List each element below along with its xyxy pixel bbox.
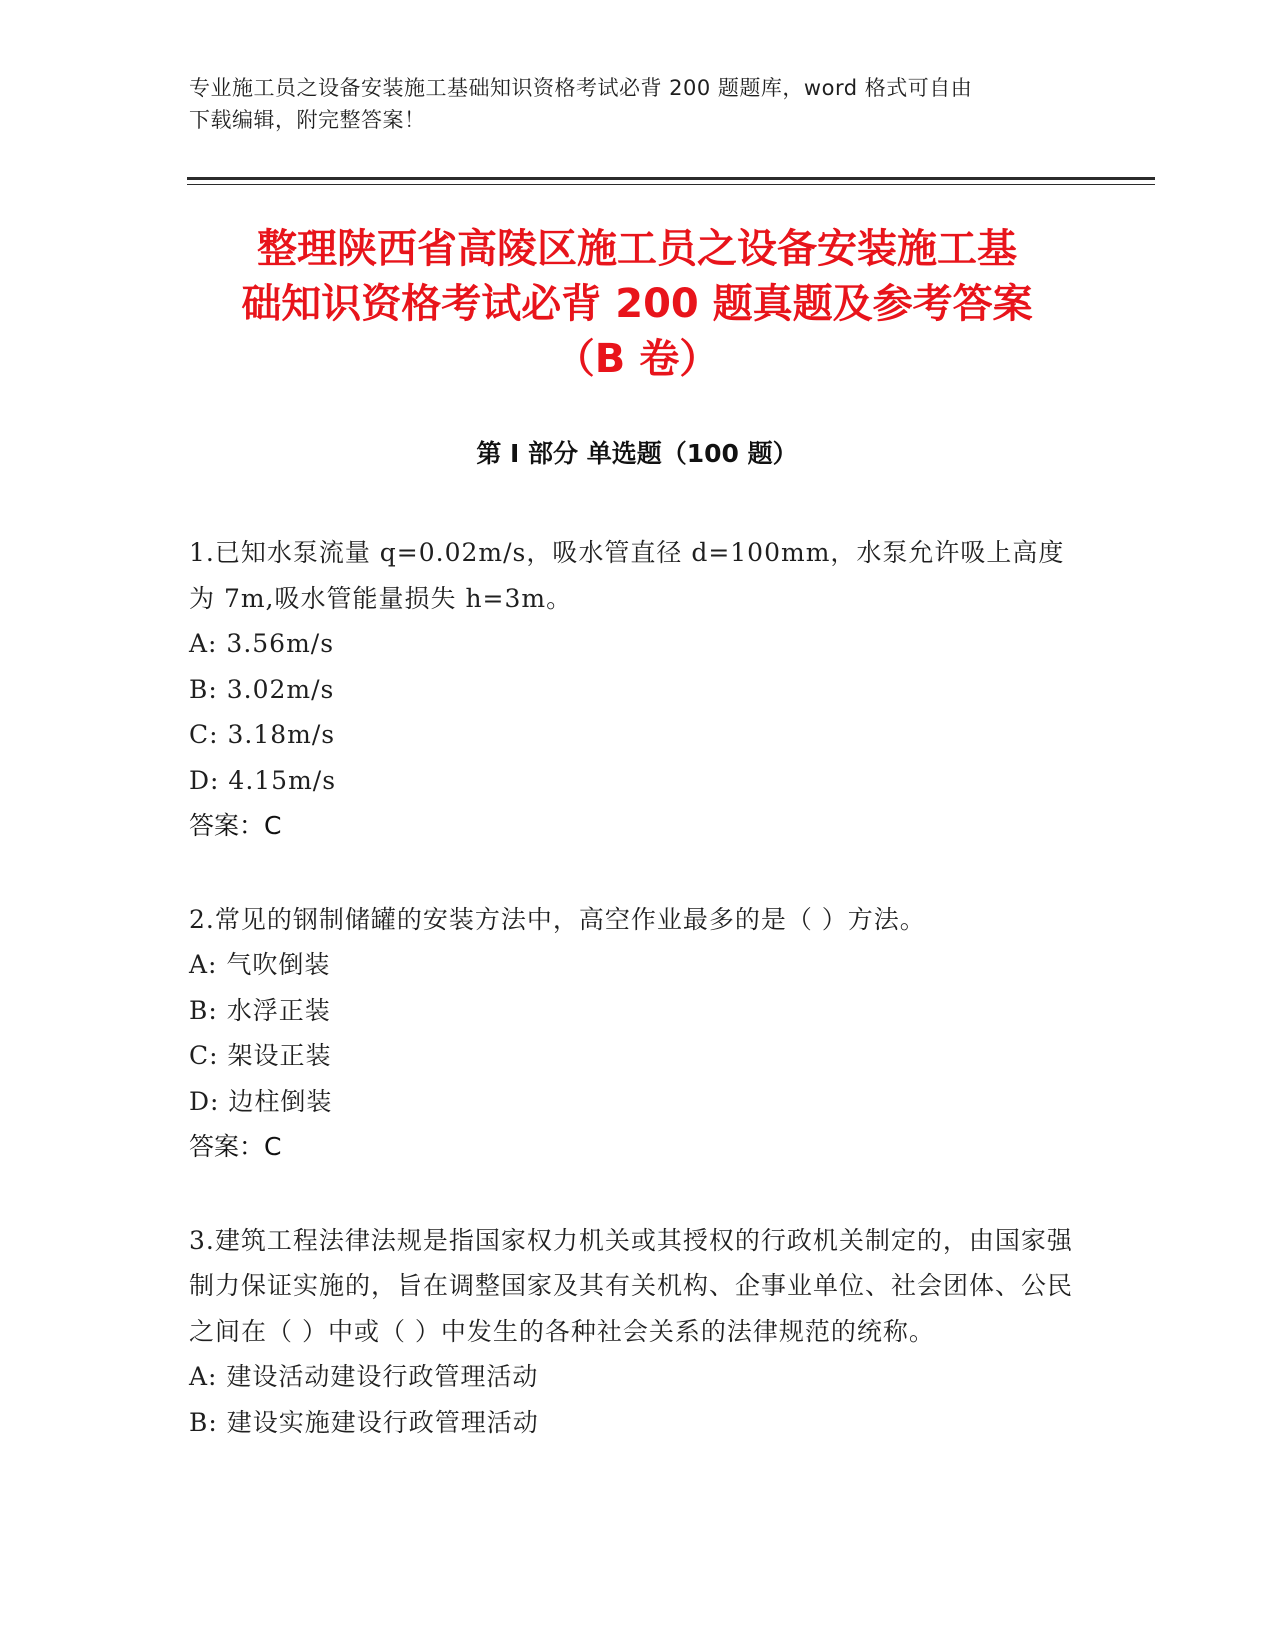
question-stem: 3.建筑工程法律法规是指国家权力机关或其授权的行政机关制定的，由国家强制力保证实施的，旨在调整国家及其有关机构、企事业单位、社会团体、公民之间在（ ）中或（ ）中发生的各种社会关系的法律规范的统称。 <box>189 1225 1074 1346</box>
option-b: B: 建设实施建设行政管理活动 <box>189 1407 539 1437</box>
header-note-line-1: 专业施工员之设备安装施工基础知识资格考试必背 200 题题库，word 格式可自由 <box>189 76 973 100</box>
option-a: A: 气吹倒装 <box>189 950 331 979</box>
question-1 <box>189 530 1079 849</box>
answer-line: 答案：C <box>189 811 282 840</box>
option-d: D: 边柱倒装 <box>189 1086 333 1116</box>
header-note-line-2: 下载编辑，附完整答案！ <box>189 108 426 132</box>
header-note <box>189 72 1069 136</box>
option-b: B: 水浮正装 <box>189 995 331 1025</box>
section-heading: 第 I 部分 单选题（100 题） <box>476 439 798 468</box>
document-title-line-1: 整理陕西省高陵区施工员之设备安装施工基 <box>257 226 1017 272</box>
document-title-line-2: 础知识资格考试必背 200 题真题及参考答案 <box>241 281 1033 327</box>
question-2 <box>189 897 1079 1170</box>
option-a: A: 3.56m/s <box>189 629 335 658</box>
option-c: C: 架设正装 <box>189 1041 332 1070</box>
header-divider-thick <box>187 177 1155 180</box>
question-stem: 2.常见的钢制储罐的安装方法中，高空作业最多的是（ ）方法。 <box>189 904 926 934</box>
option-a: A: 建设活动建设行政管理活动 <box>189 1362 539 1391</box>
document-title <box>187 222 1087 387</box>
option-c: C: 3.18m/s <box>189 720 336 749</box>
document-title-line-3: （B 卷） <box>554 336 720 382</box>
header-divider-thin <box>187 184 1155 185</box>
option-b: B: 3.02m/s <box>189 674 335 704</box>
question-stem: 1.已知水泵流量 q=0.02m/s，吸水管直径 d=100mm，水泵允许吸上高度为 7m,吸水管能量损失 h=3m。 <box>189 538 1065 613</box>
option-d: D: 4.15m/s <box>189 765 337 795</box>
question-3 <box>189 1218 1079 1446</box>
question-list <box>189 530 1079 1493</box>
answer-line: 答案：C <box>189 1132 282 1161</box>
